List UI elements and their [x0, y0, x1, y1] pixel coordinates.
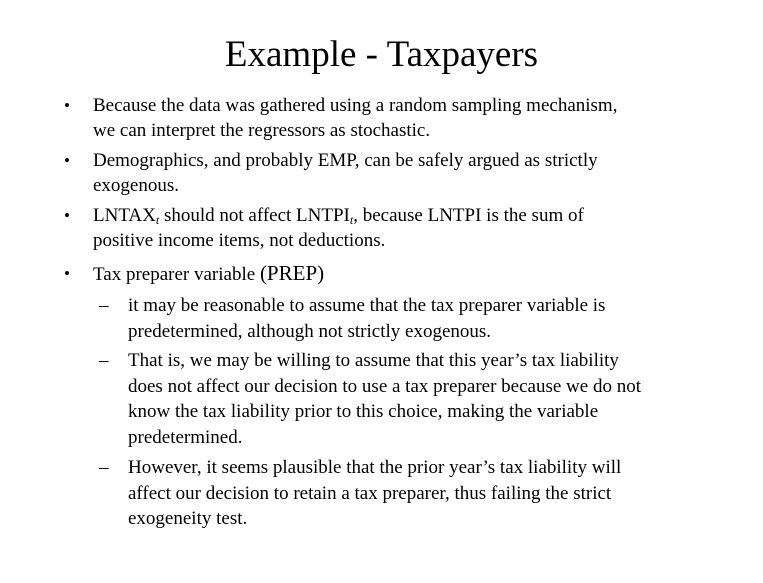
bullet-line — [93, 261, 733, 287]
bullet-line: we can interpret the regressors as stochastic. — [93, 120, 431, 141]
slide-title: Example - Taxpayers — [224, 34, 539, 75]
text-run-large: (PREP) — [259, 261, 325, 285]
subbullet-marker: – — [99, 457, 109, 478]
subbullet-line: exogeneity test. — [128, 508, 248, 529]
bullet-line: Because the data was gathered using a random sampling mechanism, — [93, 95, 618, 116]
subbullet-item — [99, 293, 718, 344]
bullet-item — [64, 148, 733, 198]
subbullet-item — [99, 455, 718, 532]
subscript: t — [349, 213, 354, 227]
bullet-line: positive income items, not deductions. — [93, 230, 386, 251]
bullet-line: exogenous. — [93, 175, 180, 196]
subbullet-line: predetermined, although not strictly exogenous. — [128, 320, 492, 342]
bullet-marker: • — [64, 264, 70, 283]
bullet-line: Demographics, and probably EMP, can be safely argued as strictly — [93, 150, 598, 171]
subbullet-item — [99, 348, 718, 450]
subbullet-line: affect our decision to retain a tax preparer, thus failing the strict — [128, 482, 612, 504]
bullet-marker: • — [64, 206, 70, 225]
bullet-marker: • — [64, 151, 70, 170]
bullet-item — [64, 203, 733, 253]
subbullet-marker: – — [99, 295, 109, 316]
subbullet-line: it may be reasonable to assume that the tax preparer variable is — [128, 295, 606, 316]
subbullet-line: That is, we may be willing to assume that this year’s tax liability — [128, 350, 619, 371]
bullet-item — [64, 261, 733, 287]
bullet-item — [64, 93, 733, 143]
text-run: , because LNTPI is the sum of — [353, 205, 584, 226]
subbullet-line: predetermined. — [128, 426, 243, 448]
subbullet-line: However, it seems plausible that the prior year’s tax liability will — [128, 457, 622, 478]
subbullet-line: know the tax liability prior to this choice, making the variable — [128, 401, 599, 422]
bullet-marker: • — [64, 96, 70, 115]
subbullet-marker: – — [99, 350, 109, 371]
subscript: t — [155, 213, 160, 227]
bullet-line — [93, 203, 733, 228]
text-run: LNTAX — [93, 205, 156, 226]
text-run: should not affect LNTPI — [159, 205, 350, 226]
text-run: Tax preparer variable — [93, 264, 260, 285]
subbullet-line: does not affect our decision to use a tax preparer because we do not — [128, 375, 641, 397]
